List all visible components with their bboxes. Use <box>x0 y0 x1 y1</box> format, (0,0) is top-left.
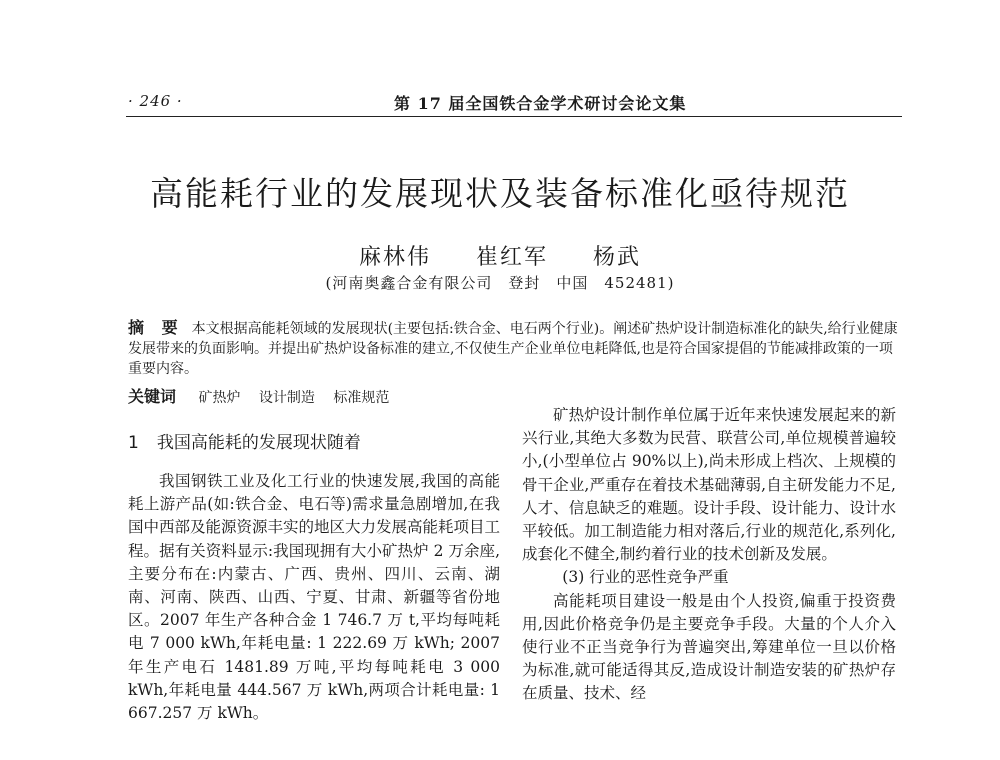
left-column <box>128 470 500 725</box>
keywords <box>128 384 403 407</box>
section-heading <box>128 428 361 453</box>
abstract <box>128 318 904 379</box>
body-paragraph: 我国钢铁工业及化工行业的快速发展,我国的高能耗上游产品(如:铁合金、电石等)需求量急剧增加,在我国中西部及能源资源丰实的地区大力发展高能耗项目工程。据有关资料显示:我国现拥有大小矿热炉 2 万余座,主要分布在:内蒙古、广西、贵州、四川、云南、湖南、河南、陕西、山西、宁夏、甘肃、新疆等省份地区。2007 年生产各种合金 1 746.7 万 t,平均每吨耗电 7 000 kWh,年耗电量: 1 222.69 万 kWh; 2007 年生产电石 1481.89 万吨,平均每吨耗电 3 000 kWh,年耗电量 444.567 万 kWh,两项合计耗电量: 1 667.257 万 kWh。 <box>128 472 501 723</box>
section-title: 我国高能耗的发展现状随着 <box>156 433 361 453</box>
abstract-label: 摘 要 <box>128 318 184 337</box>
paper-title: 高能耗行业的发展现状及装备标准化亟待规范 <box>150 174 850 213</box>
author-3: 杨武 <box>593 245 642 270</box>
section-number: 1 <box>128 433 139 453</box>
body-paragraph: 高能耗项目建设一般是由个人投资,偏重于投资费用,因此价格竞争仍是主要竞争手段。大量的个人介入使行业不正当竞争行为普遍突出,筹建单位一旦以价格为标准,就可能适得其反,造成设计制造安装的矿热炉存在质量、技术、经 <box>522 591 896 703</box>
affiliation: (河南奥鑫合金有限公司 登封 中国 452481) <box>325 274 675 292</box>
author-2: 崔红军 <box>475 245 548 270</box>
abstract-text: 本文根据高能耗领域的发展现状(主要包括:铁合金、电石两个行业)。阐述矿热炉设计制造标准化的缺失,给行业健康发展带来的负面影响。并提出矿热炉设备标准的建立,不仅使生产企业单位电耗降低,也是符合国家提倡的节能减排政策的一项重要内容。 <box>128 321 898 377</box>
keyword-item: 矿热炉 <box>198 390 241 406</box>
body-paragraph: 矿热炉设计制作单位属于近年来快速发展起来的新兴行业,其绝大多数为民营、联营公司,单位规模普遍较小,(小型单位占 90%以上),尚未形成上档次、上规模的骨干企业,严重存在着技术基础薄弱,自主研发能力不足,人才、信息缺乏的难题。设计手段、设计能力、设计水平较低。加工制造能力相对落后,行业的规范化,系列化,成套化不健全,制约着行业的技术创新及发展。 <box>522 406 896 564</box>
journal-title: 第 17 届全国铁合金学术研讨会论文集 <box>394 94 687 113</box>
keyword-item: 标准规范 <box>333 390 390 406</box>
keywords-label: 关键词 <box>128 387 177 406</box>
author-1: 麻林伟 <box>358 245 431 270</box>
authors-line <box>0 240 1000 271</box>
keyword-item: 设计制造 <box>258 390 315 406</box>
right-column <box>522 404 896 706</box>
subsection-heading: (3) 行业的恶性竞争严重 <box>562 568 729 587</box>
header-divider <box>126 116 902 117</box>
page-number: · 246 · <box>128 92 183 110</box>
